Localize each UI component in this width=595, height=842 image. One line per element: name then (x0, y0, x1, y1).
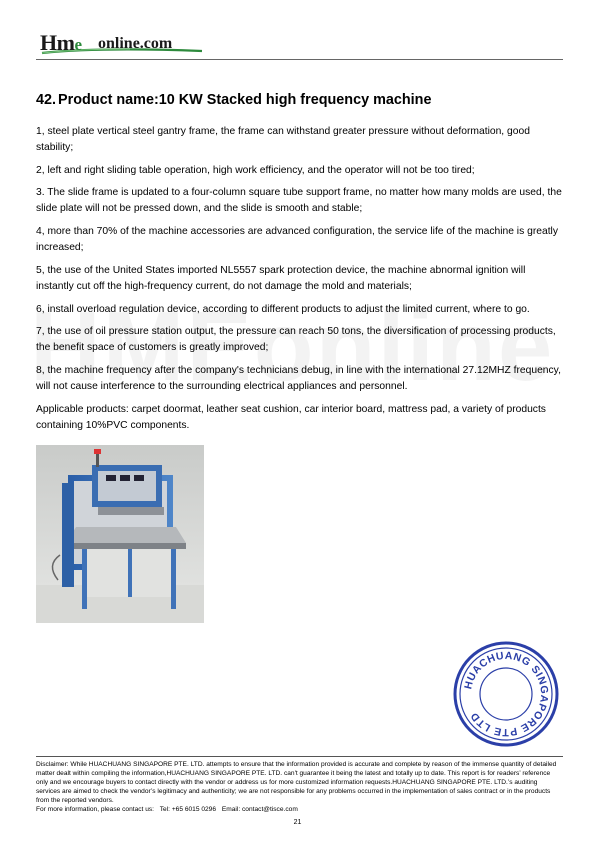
company-seal (452, 640, 560, 748)
feature-paragraph-6: 6, install overload regulation device, according to different products to adjust the limited current, where to go. (36, 304, 530, 315)
feature-paragraph-4: 4, more than 70% of the machine accessories are advanced configuration, the service life of the machine is greatly increased; (36, 226, 558, 254)
feature-paragraph-1: 1, steel plate vertical steel gantry frame, the frame can withstand greater pressure without deformation, good stability; (36, 126, 530, 154)
feature-paragraph-8: 8, the machine frequency after the company's technicians debug, in line with the international 27.12MHZ frequency, will not cause interference to the surrounding electrical appliances and personnel. (36, 365, 561, 393)
product-number: 42. (36, 92, 57, 108)
feature-paragraph-2: 2, left and right sliding table operation, high work efficiency, and the operator will not be too tired; (36, 165, 475, 176)
site-logo[interactable] (40, 30, 205, 56)
seal-text: HUACHUANG SINGAPORE PTE LTD (462, 649, 551, 739)
page-number: 21 (293, 819, 302, 826)
disclaimer-text: Disclaimer: While HUACHUANG SINGAPORE PTE. LTD. attempts to ensure that the information provided is accurate and complete by reason of the immense quantity of detailed matter dealt within compiling the information,HUACHUANG SINGAPORE PTE. LTD. can't guarantee it being the latest and totally up to date. This report is for readers’ reference only and we encourage buyers to contact directly with the vendor or address us for more customized information requests.HUACHUANG SINGAPORE PTE. LTD.’s auditing services are aimed to check the vendor’s legitimacy and authenticity; we are not responsible for any problems occurred in the implementation of sales contract or in the products from the reported vendors. (36, 761, 557, 804)
contact-label: For more information, please contact us: (36, 806, 155, 813)
contact-line (36, 806, 302, 813)
feature-paragraph-5: 5, the use of the United States imported NL5557 spark protection device, the machine abnormal ignition will instantly cut off the high-frequency current, do not damage the mold and materials; (36, 265, 526, 293)
machine-photo (36, 445, 204, 623)
contact-tel: Tel: +65 6015 0296 (159, 806, 217, 813)
applicable-products: Applicable products: carpet doormat, leather seat cushion, car interior board, mattress pad, a variety of products containing 10%PVC components. (36, 404, 546, 432)
product-title (36, 92, 431, 108)
svg-text:HUACHUANG SINGAPORE PTE LTD (462, 650, 550, 738)
footer-divider (36, 756, 563, 757)
logo-domain: online.com (98, 35, 173, 52)
logo-hm: Hme (40, 30, 82, 55)
feature-paragraph-7: 7, the use of oil pressure station output, the pressure can reach 50 tons, the diversification of processing products, the benefit space of customers is greatly improved; (36, 326, 556, 354)
product-name: Product name:10 KW Stacked high frequency machine (58, 92, 432, 108)
header-divider (36, 59, 563, 60)
contact-email[interactable]: Email: contact@tisce.com (221, 806, 298, 813)
feature-paragraph-3: 3. The slide frame is updated to a four-column square tube support frame, no matter how many molds are used, the slide plate will not be pressed down, and the slide is smooth and stable; (36, 187, 562, 215)
